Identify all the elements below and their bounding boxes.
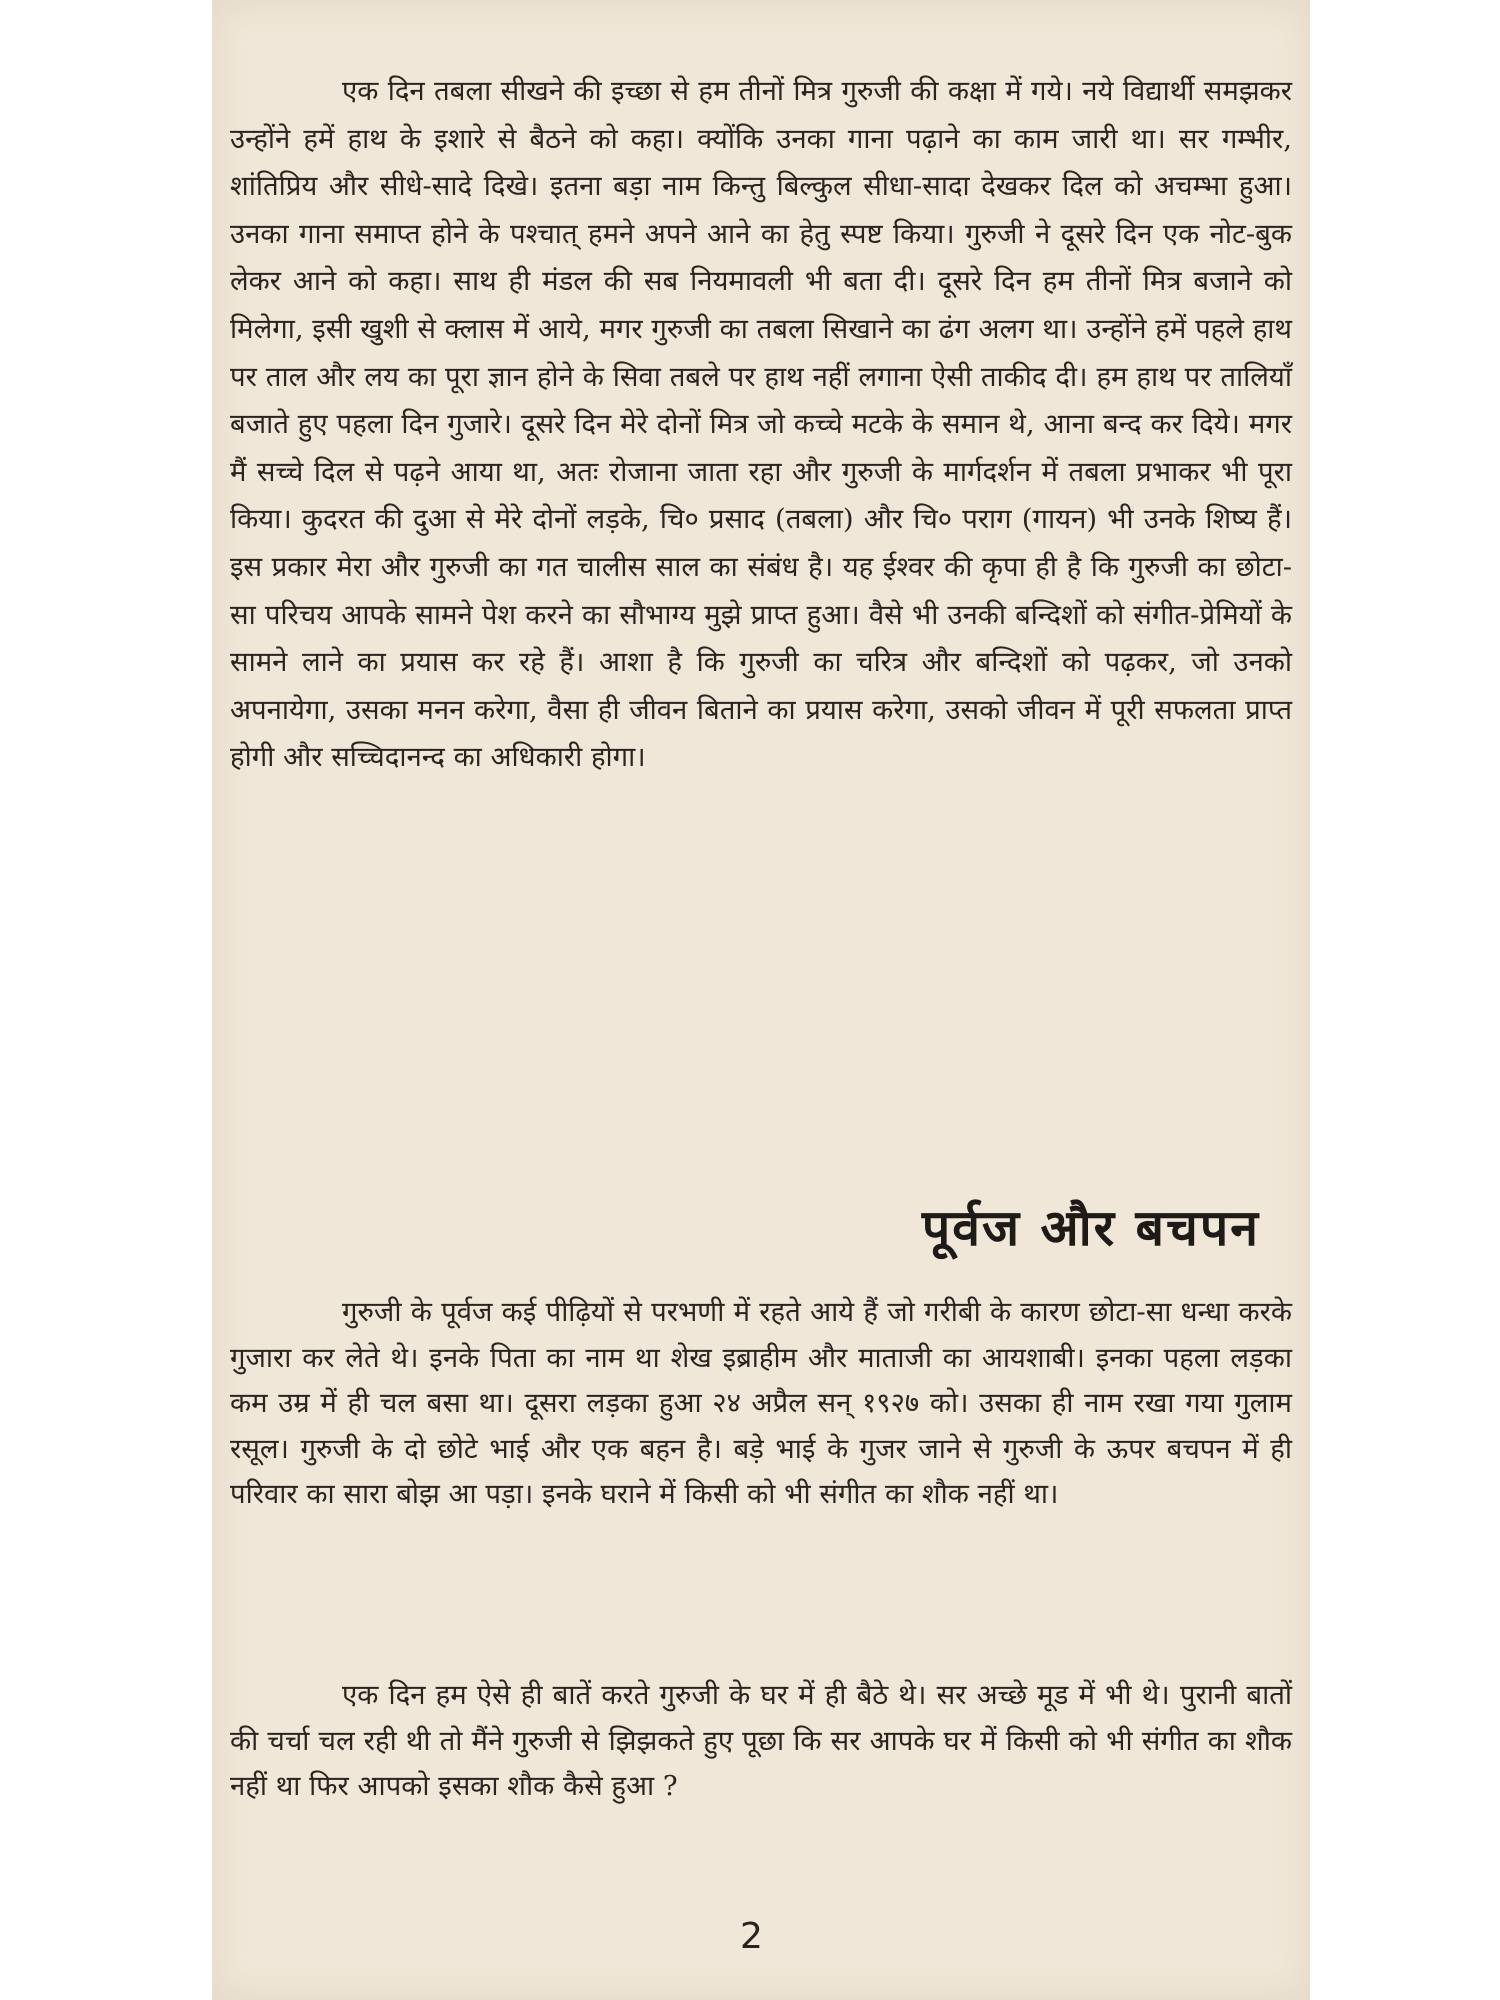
section-heading: पूर्वज और बचपन: [921, 1199, 1260, 1257]
paragraph-intro: एक दिन तबला सीखने की इच्छा से हम तीनों मित्र गुरुजी की कक्षा में गये। नये विद्यार्थी समझकर उन्होंने हमें हाथ के इशारे से बैठने को कहा। क्योंकि उनका गाना पढ़ाने का काम जारी था। सर गम्भीर, शांतिप्रिय और सीधे-सादे दिखे। इतना बड़ा नाम किन्तु बिल्कुल सीधा-सादा देखकर दिल को अचम्भा हुआ। उनका गाना समाप्त होने के पश्चात् हमने अपने आने का हेतु स्पष्ट किया। गुरुजी ने दूसरे दिन एक नोट-बुक लेकर आने को कहा। साथ ही मंडल की सब नियमावली भी बता दी। दूसरे दिन हम तीनों मित्र बजाने को मिलेगा, इसी खुशी से क्लास में आये, मगर गुरुजी का तबला सिखाने का ढंग अलग था। उन्होंने हमें पहले हाथ पर ताल और लय का पूरा ज्ञान होने के सिवा तबले पर हाथ नहीं लगाना ऐसी ताकीद दी। हम हाथ पर तालियाँ बजाते हुए पहला दिन गुजारे। दूसरे दिन मेरे दोनों मित्र जो कच्चे मटके के समान थे, आना बन्द कर दिये। मगर मैं सच्चे दिल से पढ़ने आया था, अतः रोजाना जाता रहा और गुरुजी के मार्गदर्शन में तबला प्रभाकर भी पूरा किया। कुदरत की दुआ से मेरे दोनों लड़के, चि० प्रसाद (तबला) और चि० पराग (गायन) भी उनके शिष्य हैं। इस प्रकार मेरा और गुरुजी का गत चालीस साल का संबंध है। यह ईश्वर की कृपा ही है कि गुरुजी का छोटा-सा परिचय आपके सामने पेश करने का सौभाग्य मुझे प्राप्त हुआ। वैसे भी उनकी बन्दिशों को संगीत-प्रेमियों के सामने लाने का प्रयास कर रहे हैं। आशा है कि गुरुजी का चरित्र और बन्दिशों को पढ़कर, जो उनको अपनायेगा, उसका मनन करेगा, वैसा ही जीवन बिताने का प्रयास करेगा, उसको जीवन में पूरी सफलता प्राप्त होगी और सच्चिदानन्द का अधिकारी होगा।: [230, 75, 1292, 774]
book-page: [212, 0, 1310, 2000]
paragraph-conversation: एक दिन हम ऐसे ही बातें करते गुरुजी के घर में ही बैठे थे। सर अच्छे मूड में भी थे। पुरानी बातों की चर्चा चल रही थी तो मैंने गुरुजी से झिझकते हुए पूछा कि सर आपके घर में किसी को भी संगीत का शौक नहीं था फिर आपको इसका शौक कैसे हुआ ?: [230, 1679, 1292, 1803]
page-number: 2: [740, 1916, 763, 1957]
paragraph-ancestors: गुरुजी के पूर्वज कई पीढ़ियों से परभणी में रहते आये हैं जो गरीबी के कारण छोटा-सा धन्धा करके गुजारा कर लेते थे। इनके पिता का नाम था शेख इब्राहीम और माताजी का आयशाबी। इनका पहला लड़का कम उम्र में ही चल बसा था। दूसरा लड़का हुआ २४ अप्रैल सन् १९२७ को। उसका ही नाम रखा गया गुलाम रसूल। गुरुजी के दो छोटे भाई और एक बहन है। बड़े भाई के गुजर जाने से गुरुजी के ऊपर बचपन में ही परिवार का सारा बोझ आ पड़ा। इनके घराने में किसी को भी संगीत का शौक नहीं था।: [230, 1296, 1292, 1511]
